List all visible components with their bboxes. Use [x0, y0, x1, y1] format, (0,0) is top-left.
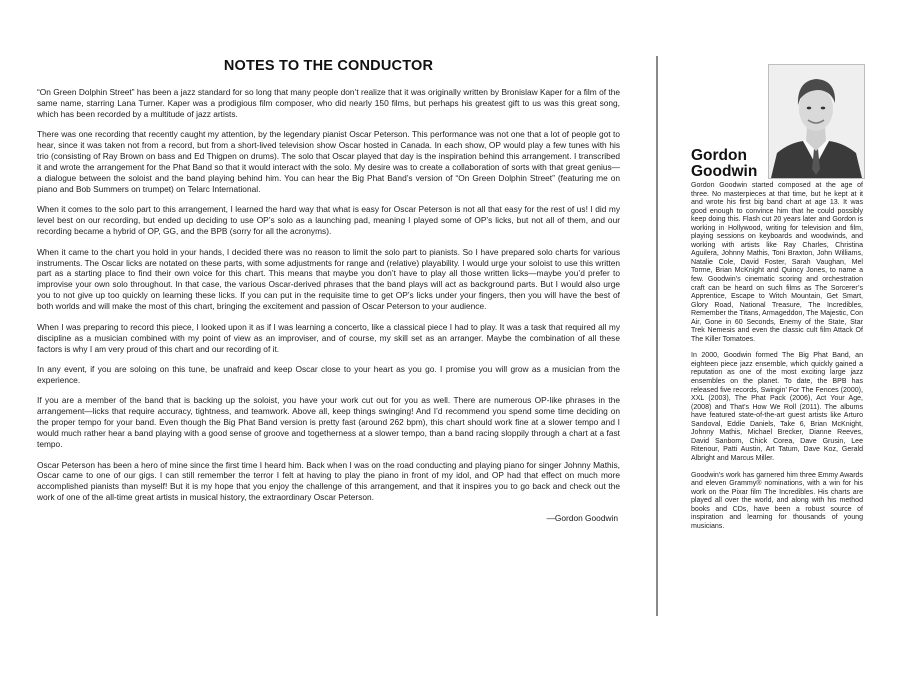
- bio-paragraph: In 2000, Goodwin formed The Big Phat Band, an eighteen piece jazz ensemble, which quickly gained a reputation as one of the most exciting large jazz ensembles on the planet. To date, the BPB has released five records, Swingin’ For The Fences (2000), XXL (2003), The Phat Pack (2006), Act Your Age, (2008) and That’s How We Roll (2011). The albums have featured state-of-the-art guest artists like Arturo Sandoval, Eddie Daniels, Take 6, Brian McKnight, Johnny Mathis, Michael Brecker, Dianne Reeves, David Sanborn, Chick Corea, Dave Grusin, Lee Ritenour, Patti Austin, Art Tatum, Dave Koz, Gerald Albright and Marcus Miller.: [691, 352, 863, 462]
- paragraph: There was one recording that recently caught my attention, by the legendary pianist Oscar Peterson. This performance was not one that a lot of people got to hear, since it was taken not from a record, but from a short-lived television show Oscar hosted in Canada. In each show, OP would play a few tunes with his trio (consisting of Ray Brown on bass and Ed Thigpen on drums). The solo that Oscar played that day is the inspiration behind this arrangement. I transcribed it and wrote the arrangement for the Phat Band so that it would interact with the solo. My desire was to create a collaboration of sorts with that great genius—a dialogue between the soloist and the band playing behind him. You can hear the Big Phat Band’s version of “On Green Dolphin Street” (featuring me on piano and Bob Summers on trumpet) on Telarc International.: [37, 129, 620, 194]
- paragraph: When it came to the chart you hold in your hands, I decided there was no reason to limit the solo part to pianists. So I have prepared solo charts for various instruments. The Oscar licks are notated on these parts, with some adjustments for range and (relative) playability. I would urge your soloist to use this written part as a starting place to find their own voice for this chart. This means that maybe you don’t have to play all those written licks—maybe you’d prefer to improvise your own solo throughout. In that case, the various Oscar-derived phrases that the band plays will act as background parts. But I would also urge you to not give up too quickly on learning these licks. If you can put in the requisite time to get OP’s licks under your fingers, then you will have the best of both worlds and will make the most of this chart, bringing the excitement and passion of Oscar Peterson to your audience.: [37, 246, 620, 312]
- paragraph: “On Green Dolphin Street” has been a jazz standard for so long that many people don’t realize that it was originally written by Bronislaw Kaper for a film of the same name, starring Lana Turner. Kaper was a prodigious film composer, who did nearly 150 films, but perhaps his greatest gift to us was this great song, which has been recorded by a multitude of jazz artists.: [37, 87, 620, 119]
- author-name: Gordon Goodwin: [691, 147, 758, 180]
- page-title: NOTES TO THE CONDUCTOR: [223, 58, 434, 74]
- column-divider: [656, 56, 658, 616]
- author-photo: [768, 64, 865, 179]
- portrait-icon: [769, 65, 864, 178]
- paragraph: When I was preparing to record this piece, I looked upon it as if I was learning a concerto, like a classical piece I had to play. It was a task that required all my discipline as a musician combined with my point of view as an improviser, and of course, my skill set as an arranger. Maybe the combination of all these factors is why I am very proud of this chart and our recording of it.: [37, 321, 620, 354]
- notes-section: [37, 58, 620, 523]
- author-sidebar: [691, 64, 863, 539]
- bio-paragraph: Gordon Goodwin started composed at the age of three. No masterpieces at that time, but he kept at it and wrote his first big band chart at age 13. It was good enough to convince him that he could possibly keep doing this. Flash cut 20 years later and Gordon is working in Hollywood, writing for television and film, playing sessions on keyboards and woodwinds, and working with artists like Ray Charles, Christina Aguilera, Johnny Mathis, Toni Braxton, John Williams, Natalie Cole, David Foster, Sarah Vaughan, Mel Torme, Brian McKnight and Quincy Jones, to name a few. Goodwin’s cinematic scoring and orchestration craft can be heard on such films as The Sorcerer’s Apprentice, Escape to Witch Mountain, Get Smart, Glory Road, National Treasure, The Incredibles, Remember the Titans, Armageddon, The Majestic, Con Air, Gone in 60 Seconds, Enemy of the State, Star Trek Nemesis and even the classic cult film Attack Of The Killer Tomatoes.: [691, 182, 863, 343]
- paragraph: In any event, if you are soloing on this tune, be unafraid and keep Oscar close to your heart as you go. I promise you will grow as a musician from the experience.: [37, 364, 620, 385]
- paragraph: Oscar Peterson has been a hero of mine since the first time I heard him. Back when I was on the road conducting and playing piano for singer Johnny Mathis, Oscar came to one of our gigs. I can still remember the terror I felt at having to play the piano in front of my idol, and OP had that effect on much more accomplished pianists than myself! But it is my hope that you enjoy the challenge of this arrangement, and that it inspires you to go back and check out the work of one of the all-time great artists in musical history, the extraordinary Oscar Peterson.: [37, 459, 620, 503]
- bio-paragraph: Goodwin’s work has garnered him three Emmy Awards and eleven Grammy® nominations, with a win for his work on the Pixar film The Incredibles. His charts are played all over the world, and along with his method books and CDs, have been a robust source of inspiration and learning for thousands of young musicians.: [691, 471, 863, 530]
- paragraph: If you are a member of the band that is backing up the soloist, you have your work cut out for you as well. There are numerous OP-like phrases in the arrangement—licks that require accuracy, tightness, and teamwork. Above all, keep things swinging! And I’d recommend you spend some time deciding on the proper tempo for your band. Even though the Big Phat Band version is pretty fast (around 262 bpm), this chart should work fine at a slower tempo and I would much rather hear a band playing with a good sense of groove and togetherness at a slower tempo, than a band racing sloppily through a chart at a fast tempo.: [37, 395, 620, 450]
- signature: —Gordon Goodwin: [546, 512, 618, 523]
- paragraph: When it comes to the solo part to this arrangement, I learned the hard way that what is easy for Oscar Peterson is not all that easy for the rest of us! I did my level best on our recording, but ended up deciding to use OP’s solo as a launching pad, meaning I played some of OP’s licks, but not all of them, and our recording became a hybrid of OP, GG, and the BPB (sorry for all the acronyms).: [37, 204, 620, 237]
- author-header: [691, 64, 863, 182]
